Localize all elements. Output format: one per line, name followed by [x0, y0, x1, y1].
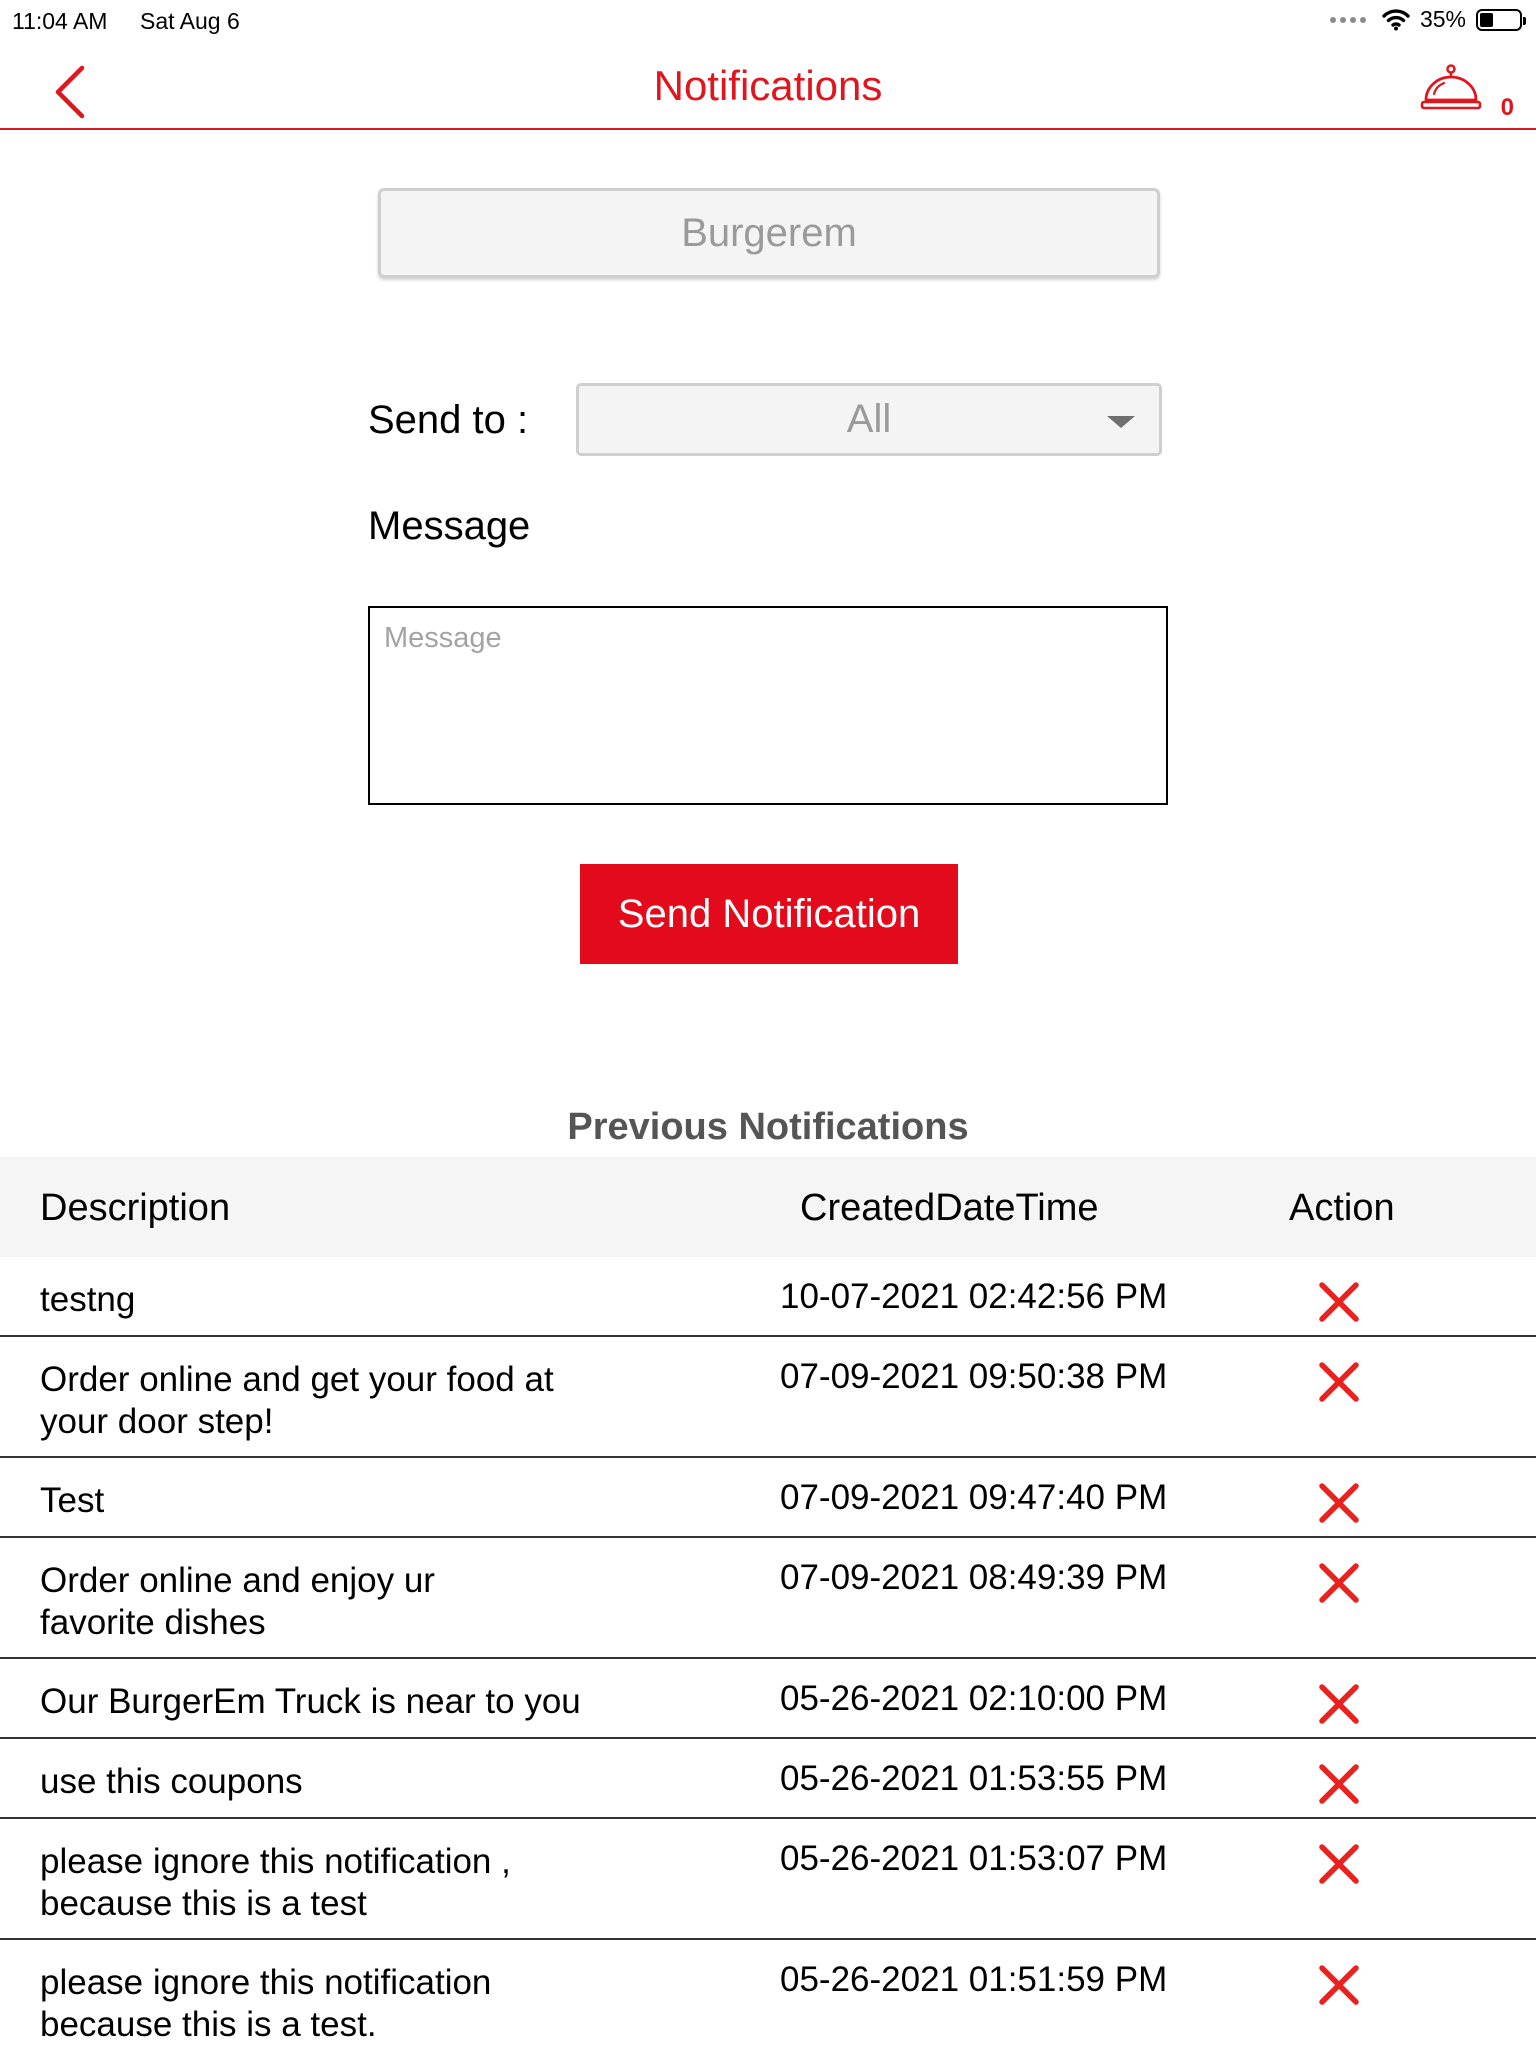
row-description: please ignore this notification , because this is a test: [40, 1842, 511, 1923]
service-bell-button[interactable]: [1420, 64, 1484, 114]
row-description: Our BurgerEm Truck is near to you: [40, 1682, 581, 1721]
table-row: [0, 1940, 1536, 2048]
row-created-datetime: 07-09-2021 09:47:40 PM: [780, 1478, 1168, 1517]
row-created-datetime: 05-26-2021 01:53:55 PM: [780, 1759, 1168, 1798]
row-description: testng: [40, 1280, 136, 1319]
delete-x-icon[interactable]: [1316, 1962, 1362, 2008]
table-row: [0, 1337, 1536, 1458]
restaurant-name: Burgerem: [681, 210, 857, 255]
row-created-datetime: 07-09-2021 09:50:38 PM: [780, 1357, 1168, 1396]
delete-x-icon[interactable]: [1316, 1279, 1362, 1325]
row-created-datetime: 10-07-2021 02:42:56 PM: [780, 1277, 1168, 1316]
page-title: Notifications: [653, 62, 883, 109]
bell-count-badge: 0: [1500, 94, 1514, 121]
chevron-down-icon: [1107, 416, 1135, 428]
send-to-label: Send to :: [368, 398, 529, 442]
column-header-description: Description: [40, 1187, 231, 1229]
cellular-signal-icon: [1330, 17, 1366, 23]
column-header-created: CreatedDateTime: [800, 1187, 1099, 1229]
battery-percent: 35%: [1419, 6, 1466, 32]
row-created-datetime: 07-09-2021 08:49:39 PM: [780, 1558, 1168, 1597]
send-to-dropdown[interactable]: [576, 383, 1162, 456]
delete-x-icon[interactable]: [1316, 1560, 1362, 1606]
restaurant-name-field: [378, 188, 1160, 278]
battery-icon: [1476, 9, 1522, 31]
send-to-value: All: [846, 397, 892, 441]
status-time: 11:04 AM: [12, 8, 108, 34]
delete-x-icon[interactable]: [1316, 1359, 1362, 1405]
table-row: [0, 1538, 1536, 1659]
battery-tip: [1523, 17, 1526, 25]
row-description: Order online and get your food at your door step!: [40, 1360, 554, 1441]
delete-x-icon[interactable]: [1316, 1761, 1362, 1807]
service-bell-icon: [1420, 64, 1484, 114]
delete-x-icon[interactable]: [1316, 1480, 1362, 1526]
row-description: please ignore this notification because this is a test.: [40, 1963, 492, 2044]
message-label: Message: [368, 504, 531, 548]
battery-fill: [1480, 13, 1493, 27]
delete-x-icon[interactable]: [1316, 1841, 1362, 1887]
message-input[interactable]: [368, 606, 1168, 805]
wifi-icon: [1382, 9, 1410, 31]
status-date: Sat Aug 6: [140, 8, 240, 34]
table-row: [0, 1819, 1536, 1940]
table-row: [0, 1659, 1536, 1739]
column-header-action: Action: [1289, 1187, 1395, 1229]
row-description: Test: [40, 1481, 105, 1520]
row-created-datetime: 05-26-2021 02:10:00 PM: [780, 1679, 1168, 1718]
row-description: Order online and enjoy ur favorite dishes: [40, 1561, 435, 1642]
status-indicators: [1330, 6, 1522, 33]
delete-x-icon[interactable]: [1316, 1681, 1362, 1727]
row-created-datetime: 05-26-2021 01:51:59 PM: [780, 1960, 1168, 1999]
nav-bar: [0, 42, 1536, 130]
table-header: [0, 1157, 1536, 1257]
table-row: [0, 1739, 1536, 1819]
previous-notifications-title: Previous Notifications: [567, 1106, 969, 1148]
row-created-datetime: 05-26-2021 01:53:07 PM: [780, 1839, 1168, 1878]
notifications-table: [0, 1157, 1536, 2048]
send-notification-button[interactable]: Send Notification: [580, 864, 958, 964]
table-row: [0, 1257, 1536, 1337]
row-description: use this coupons: [40, 1762, 303, 1801]
status-bar: [0, 0, 1536, 42]
table-row: [0, 1458, 1536, 1538]
